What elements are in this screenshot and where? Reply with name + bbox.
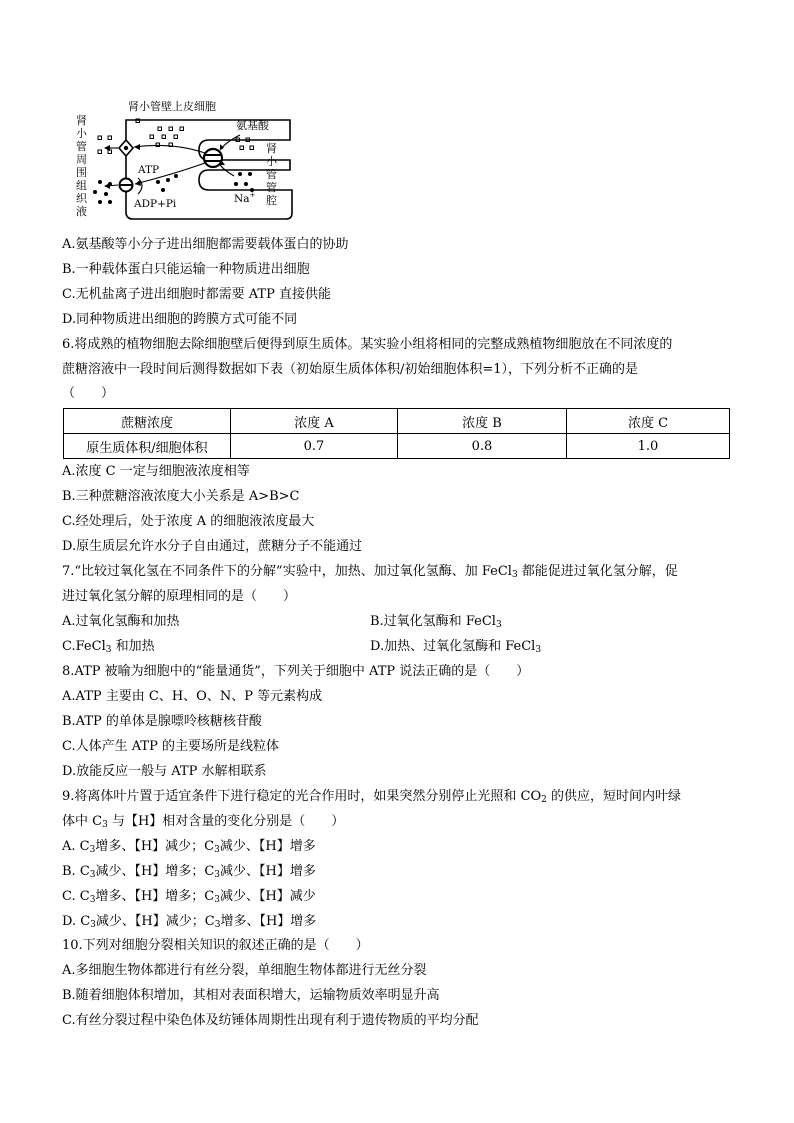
sodium-dot — [161, 188, 165, 192]
sodium-dot — [156, 180, 160, 184]
q7-option-c-text: C.FeCl — [62, 639, 106, 654]
q10-stem: 10.下列对细胞分裂相关知识的叙述正确的是（ ） — [62, 938, 369, 953]
q8-stem: 8.ATP 被喻为细胞中的“能量通货”，下列关于细胞中 ATP 说法正确的是（ ） — [62, 664, 530, 679]
amino-acid-square — [98, 150, 102, 154]
q9-option-text: A. C — [62, 839, 90, 854]
q9-stem-line1-a: 9.将离体叶片置于适宜条件下进行稳定的光合作用时，如果突然分别停止光照和 CO — [62, 789, 542, 804]
table-header-cell: 浓度 C — [567, 409, 730, 434]
sodium-dot — [166, 178, 170, 182]
subscript: 3 — [214, 920, 221, 930]
arrowhead — [220, 144, 224, 150]
label-right-char: 肾 — [266, 142, 277, 155]
subscript: 3 — [511, 570, 518, 580]
amino-acid-square — [158, 127, 162, 131]
q9-option-text: 增多、【H】减少；C — [95, 839, 215, 854]
sodium-dot — [98, 180, 102, 184]
label-right-char: 小 — [266, 155, 277, 168]
q5-option-c: C.无机盐离子进出细胞时都需要 ATP 直接供能 — [62, 287, 331, 302]
table-cell: 原生质体积/细胞体积 — [64, 434, 231, 459]
q7-stem-line1-b: 都能促进过氧化氢分解，促 — [517, 564, 678, 579]
q9-option-text: 减少、【H】减少 — [219, 889, 316, 904]
q9-option-b — [62, 863, 316, 881]
q9-option-text: 减少、【H】减少；C — [95, 914, 215, 929]
q7-option-d — [370, 638, 541, 656]
q6-option-d: D.原生质层允许水分子自由通过，蔗糖分子不能通过 — [62, 539, 363, 554]
subscript: 3 — [89, 845, 96, 855]
amino-acid-square — [150, 135, 154, 139]
label-adp-pi: ADP+Pi — [134, 198, 177, 210]
q8-option-d: D.放能反应一般与 ATP 水解相联系 — [62, 764, 267, 779]
q6-option-c: C.经处理后，处于浓度 A 的细胞液浓度最大 — [62, 514, 315, 529]
q7-option-d-text: D.加热、过氧化氢酶和 FeCl — [370, 639, 536, 654]
q7-option-b-text: B.过氧化氢酶和 FeCl — [370, 614, 496, 629]
q7-option-a: A.过氧化氢酶和加热 — [62, 614, 180, 629]
q9-option-d — [62, 913, 316, 931]
label-epithelial-cell: 肾小管壁上皮细胞 — [128, 100, 216, 113]
sodium-dot — [238, 172, 242, 176]
q8-option-b: B.ATP 的单体是腺嘌呤核糖核苷酸 — [62, 714, 262, 729]
label-atp: ATP — [138, 164, 160, 176]
amino-acid-square — [98, 136, 102, 140]
subscript: 3 — [89, 870, 96, 880]
q9-option-text: 减少、【H】增多 — [219, 839, 316, 854]
q5-option-a: A.氨基酸等小分子进出细胞都需要载体蛋白的协助 — [62, 237, 349, 252]
q7-option-b — [370, 613, 502, 631]
q9-option-text: 增多、【H】增多 — [220, 914, 317, 929]
q9-stem-line2-b: 与【H】相对含量的变化分别是（ ） — [107, 814, 345, 829]
label-left-char: 小 — [76, 127, 87, 140]
table-cell: 0.7 — [231, 434, 398, 459]
sodium-dot — [174, 174, 178, 178]
sodium-dot — [248, 172, 252, 176]
sodium-dot — [244, 182, 248, 186]
q10-option-a: A.多细胞生物体都进行有丝分裂，单细胞生物体都进行无丝分裂 — [62, 963, 427, 978]
table-header-cell: 浓度 B — [398, 409, 567, 434]
q10-option-b: B.随着细胞体积增加，其相对表面积增大，运输物质效率明显升高 — [62, 988, 440, 1003]
q6-stem-line2: 蔗糖溶液中一段时间后测得数据如下表（初始原生质体体积/初始细胞体积=1），下列分析不正确的是 — [62, 362, 639, 377]
label-right-char: 管 — [266, 181, 277, 194]
q9-option-text: C. C — [62, 889, 90, 904]
subscript: 3 — [90, 920, 96, 930]
subscript: 3 — [105, 645, 112, 655]
subscript: 3 — [495, 620, 502, 630]
label-left-char: 周 — [76, 153, 87, 166]
q9-option-text: D. C — [62, 914, 91, 929]
arrowhead — [135, 180, 141, 186]
table-cell: 0.8 — [398, 434, 567, 459]
q9-option-c — [62, 888, 316, 906]
sodium-dot — [104, 192, 108, 196]
table-header-cell: 浓度 A — [231, 409, 398, 434]
arrowhead — [104, 145, 110, 151]
label-peritubular-fluid — [76, 113, 88, 218]
q9-option-text: 减少、【H】增多 — [220, 864, 316, 879]
amino-acid-square — [180, 127, 184, 131]
q10-option-c: C.有丝分裂过程中染色体及纺锤体周期性出现有利于遗传物质的平均分配 — [62, 1013, 479, 1028]
amino-acid-square — [108, 136, 112, 140]
q6-data-table — [63, 408, 730, 459]
q9-stem-line1-b: 的供应，短时间内叶绿 — [546, 789, 682, 804]
q9-option-a — [62, 838, 316, 856]
q8-option-c: C.人体产生 ATP 的主要场所是线粒体 — [62, 739, 279, 754]
label-left-char: 织 — [76, 192, 87, 205]
q7-option-c-text-end: 和加热 — [111, 639, 155, 654]
subscript: 3 — [89, 895, 96, 905]
table-cell: 1.0 — [567, 434, 730, 459]
label-right-char: 腔 — [266, 194, 277, 207]
table-header-cell: 蔗糖浓度 — [64, 409, 231, 434]
q9-stem-line2-a: 体中 C — [62, 814, 103, 829]
subscript: 3 — [214, 895, 220, 905]
q9-option-text: B. C — [62, 864, 90, 879]
q5-option-b: B.一种载体蛋白只能运输一种物质进出细胞 — [62, 262, 310, 277]
table-row — [64, 434, 730, 459]
sodium-dot — [108, 200, 112, 204]
sodium-dot — [234, 182, 238, 186]
amino-acid-square — [240, 146, 244, 150]
q9-stem-line2 — [62, 813, 344, 831]
sodium-dot — [93, 190, 97, 194]
cotransporter-icon — [204, 149, 222, 167]
amino-acid-square — [169, 127, 173, 131]
sodium-pump-icon — [119, 179, 133, 192]
subscript: 3 — [535, 645, 542, 655]
q9-stem-line1 — [62, 788, 681, 806]
label-left-char: 组 — [76, 179, 87, 192]
sodium-dot — [98, 200, 102, 204]
q9-option-text: 增多、【H】增多；C — [95, 889, 215, 904]
amino-acid-square — [250, 146, 254, 150]
q9-option-text: 减少、【H】增多；C — [95, 864, 215, 879]
q7-stem-line1-a: 7.“比较过氧化氢在不同条件下的分解”实验中，加热、加过氧化氢酶、加 FeCl — [62, 564, 512, 579]
q7-option-c — [62, 638, 155, 656]
label-left-char: 管 — [76, 140, 87, 153]
subscript: 3 — [214, 870, 221, 880]
label-sodium: Na+ — [234, 191, 256, 205]
table-header-row — [64, 409, 730, 434]
amino-acid-square — [162, 135, 166, 139]
label-tubule-lumen — [266, 141, 278, 207]
subscript: 3 — [214, 845, 220, 855]
label-left-char: 肾 — [76, 114, 87, 127]
q6-option-b: B.三种蔗糖溶液浓度大小关系是 A>B>C — [62, 489, 300, 504]
q7-stem-line1 — [62, 563, 678, 581]
subscript: 2 — [541, 795, 547, 805]
q5-option-d: D.同种物质进出细胞的跨膜方式可能不同 — [62, 312, 298, 327]
q6-answer-paren: （ ） — [62, 386, 115, 401]
amino-acid-square — [174, 135, 178, 139]
label-right-char: 管 — [266, 168, 277, 181]
subscript: 3 — [102, 820, 108, 830]
label-left-char: 围 — [76, 166, 87, 179]
q6-option-a: A.浓度 C 一定与细胞液浓度相等 — [62, 464, 250, 479]
q7-stem-line2: 进过氧化氢分解的原理相同的是（ ） — [62, 589, 297, 604]
kidney-tubule-transport-diagram — [62, 98, 302, 226]
q8-option-a: A.ATP 主要由 C、H、O、N、P 等元素构成 — [62, 689, 323, 704]
q6-stem-line1: 6.将成熟的植物细胞去除细胞壁后便得到原生质体。某实验小组将相同的完整成熟植物细胞放在不同浓度的 — [62, 337, 673, 352]
label-amino-acid: 氨基酸 — [236, 119, 269, 132]
amino-acid-carrier-icon — [119, 140, 133, 156]
label-left-char: 液 — [76, 205, 87, 218]
arrowhead — [104, 183, 110, 189]
arrowhead — [134, 144, 140, 150]
